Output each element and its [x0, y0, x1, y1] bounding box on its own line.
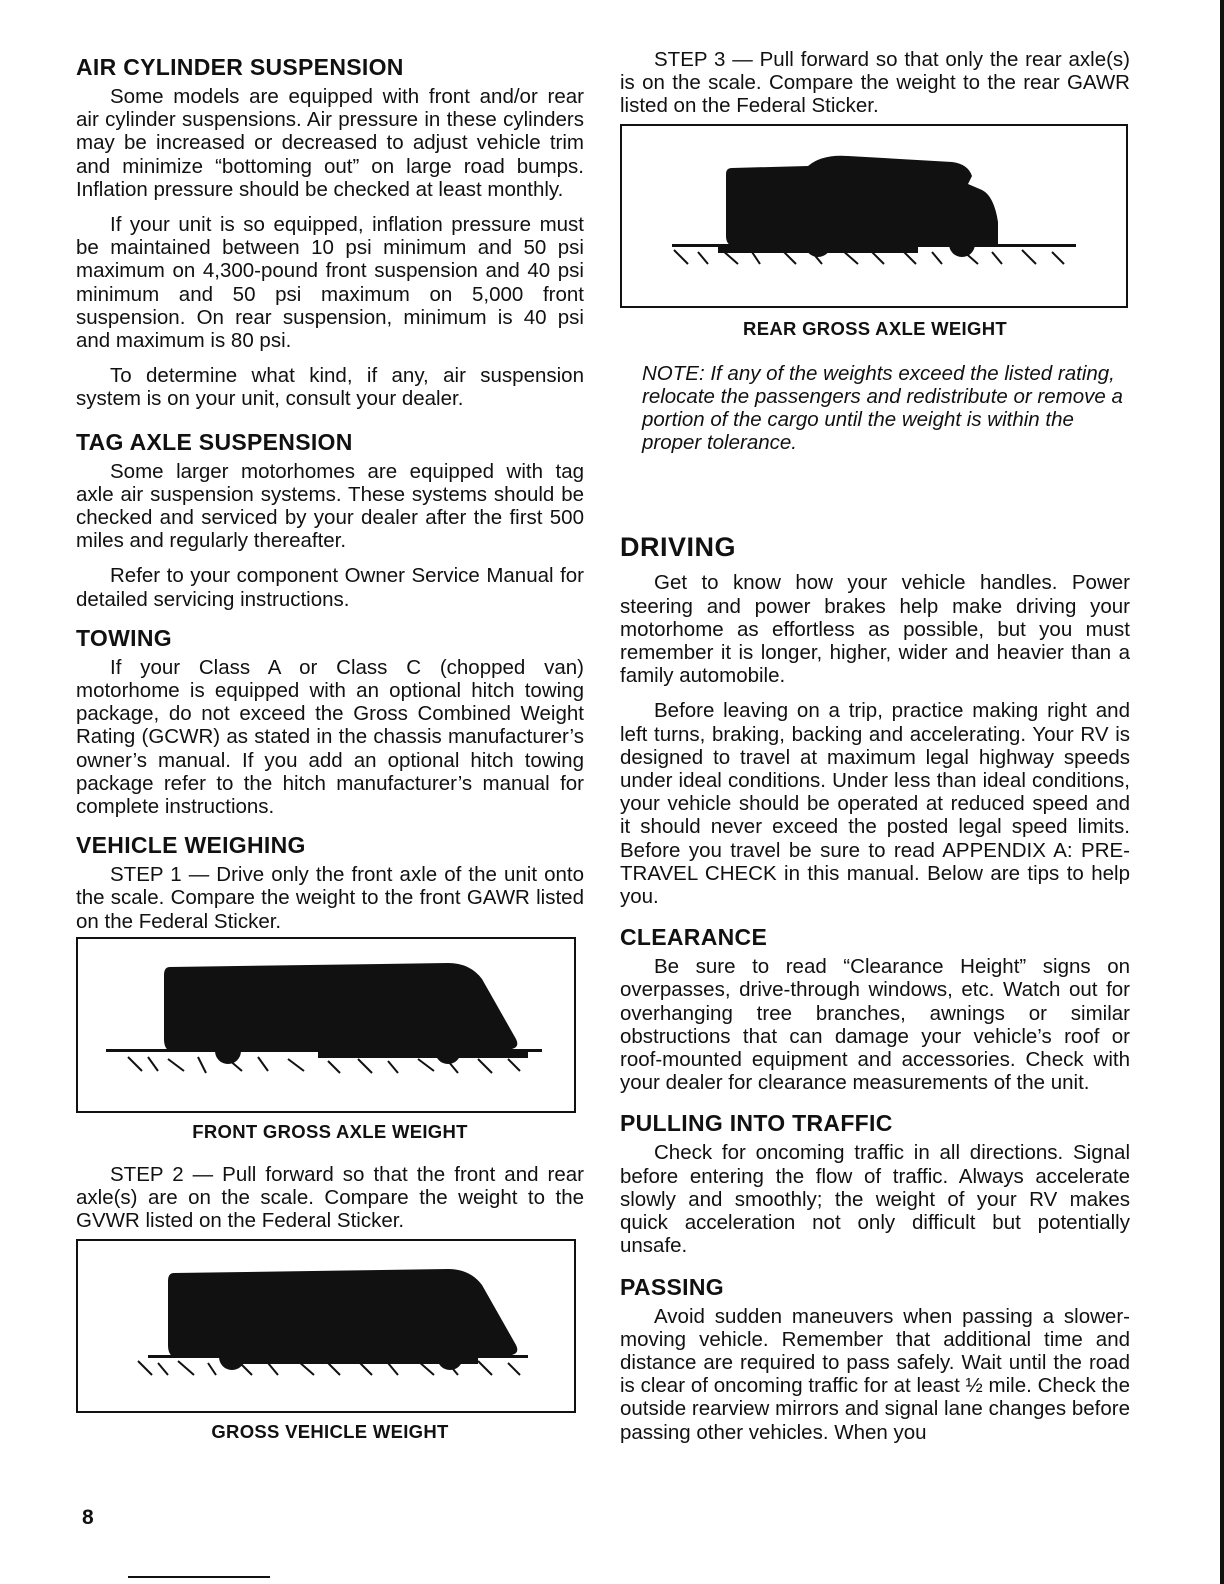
paragraph-step-3: STEP 3 — Pull forward so that only the rear axle(s) is on the scale. Compare the weight to the rear GAWR listed on the Federal Sticker.: [620, 48, 1130, 118]
paragraph-air-cylinder-1: Some models are equipped with front and/or rear air cylinder suspensions. Air pressure in these cylinders may be increased or decreased to adjust vehicle trim and minimize “bottoming out” on large road bumps. Inflation pressure should be checked at least monthly.: [76, 85, 584, 201]
right-column: [620, 48, 1130, 1456]
heading-pulling-into-traffic: PULLING INTO TRAFFIC: [620, 1110, 893, 1137]
paragraph-driving-1: Get to know how your vehicle handles. Power steering and power brakes help make driving your motorhome as effortless as possible, but you must remember it is longer, higher, wider and heavier than a family automobile.: [620, 571, 1130, 688]
figure-front-axle-weight: [76, 937, 576, 1113]
paragraph-clearance-1: Be sure to read “Clearance Height” signs on overpasses, drive-through windows, etc. Watch out for overhanging tree branches, awnings or similar obstructions that can damage your vehicle’s roof or roof-mounted equipment and accessories. Check with your dealer for clearance measurements of the unit.: [620, 955, 1130, 1095]
heading-towing: TOWING: [76, 624, 172, 651]
heading-clearance: CLEARANCE: [620, 924, 768, 951]
caption-rear-gross-axle-weight: REAR GROSS AXLE WEIGHT: [743, 317, 1007, 339]
figure-rear-axle-weight: [620, 124, 1128, 308]
page-number: 8: [82, 1506, 94, 1529]
caption-front-gross-axle-weight: FRONT GROSS AXLE WEIGHT: [192, 1120, 468, 1142]
paragraph-towing-1: If your Class A or Class C (chopped van) motorhome is equipped with an optional hitch towing package, do not exceed the Gross Combined Weight Rating (GCWR) as stated in the chassis manufacturer’s owner’s manual. If you add an optional hitch towing package refer to the hitch manufacturer’s manual for complete instructions.: [76, 655, 584, 819]
paragraph-tag-axle-1: Some larger motorhomes are equipped with tag axle air suspension systems. These systems should be checked and serviced by your dealer after the first 500 miles and regularly thereafter.: [76, 459, 584, 553]
figure-gross-vehicle-weight: [76, 1239, 576, 1413]
caption-gross-vehicle-weight: GROSS VEHICLE WEIGHT: [211, 1420, 449, 1442]
motorhome-on-scale-rear-illustration: [622, 126, 1126, 306]
heading-tag-axle-suspension: TAG AXLE SUSPENSION: [76, 428, 353, 455]
paragraph-step-2: STEP 2 — Pull forward so that the front and rear axle(s) are on the scale. Compare the weight to the GVWR listed on the Federal Sticker.: [76, 1162, 584, 1233]
heading-air-cylinder-suspension: AIR CYLINDER SUSPENSION: [76, 54, 404, 80]
left-column: [76, 48, 584, 1443]
paragraph-air-cylinder-2: If your unit is so equipped, inflation pressure must be maintained between 10 psi minimum and 50 psi maximum on 4,300-pound front suspension and 40 psi minimum and 50 psi maximum on 5,000 front suspension. On rear suspension, minimum is 40 psi and maximum is 80 psi.: [76, 213, 584, 353]
motorhome-on-scale-front-illustration: [78, 939, 574, 1111]
paragraph-tag-axle-2: Refer to your component Owner Service Manual for detailed servicing instructions.: [76, 564, 584, 611]
heading-vehicle-weighing: VEHICLE WEIGHING: [76, 832, 306, 859]
motorhome-on-scale-full-illustration: [78, 1241, 574, 1411]
paragraph-driving-2: Before leaving on a trip, practice making right and left turns, braking, backing and accelerating. Your RV is designed to travel at maximum legal highway speeds under ideal conditions. Under less than ideal conditions, your vehicle should be operated at reduced speed and it should never exceed the posted legal speed limits. Before you travel be sure to read APPENDIX A: PRE-TRAVEL CHECK in this manual. Below are tips to help you.: [620, 699, 1130, 909]
note-weights-exceed: NOTE: If any of the weights exceed the listed rating, relocate the passengers and redistribute or remove a portion of the cargo until the weight is within the proper tolerance.: [642, 361, 1123, 455]
paragraph-air-cylinder-3: To determine what kind, if any, air suspension system is on your unit, consult your dealer.: [76, 364, 584, 411]
paragraph-step-1: STEP 1 — Drive only the front axle of the unit onto the scale. Compare the weight to the front GAWR listed on the Federal Sticker.: [76, 863, 584, 933]
paragraph-passing-1: Avoid sudden maneuvers when passing a slower-moving vehicle. Remember that additional time and distance are required to pass safely. Wait until the road is clear of oncoming traffic for at least ½ mile. Check the outside rearview mirrors and signal lane changes before passing other vehicles. When you: [620, 1304, 1130, 1444]
heading-driving: DRIVING: [620, 532, 737, 563]
heading-passing: PASSING: [620, 1273, 724, 1300]
paragraph-traffic-1: Check for oncoming traffic in all directions. Signal before entering the flow of traffic. Always accelerate slowly and smoothly; the weight of your RV makes quick acceleration not only difficult but potentially unsafe.: [620, 1141, 1130, 1258]
scan-edge-right: [1220, 0, 1224, 1584]
scan-edge-bottom: [128, 1576, 270, 1578]
